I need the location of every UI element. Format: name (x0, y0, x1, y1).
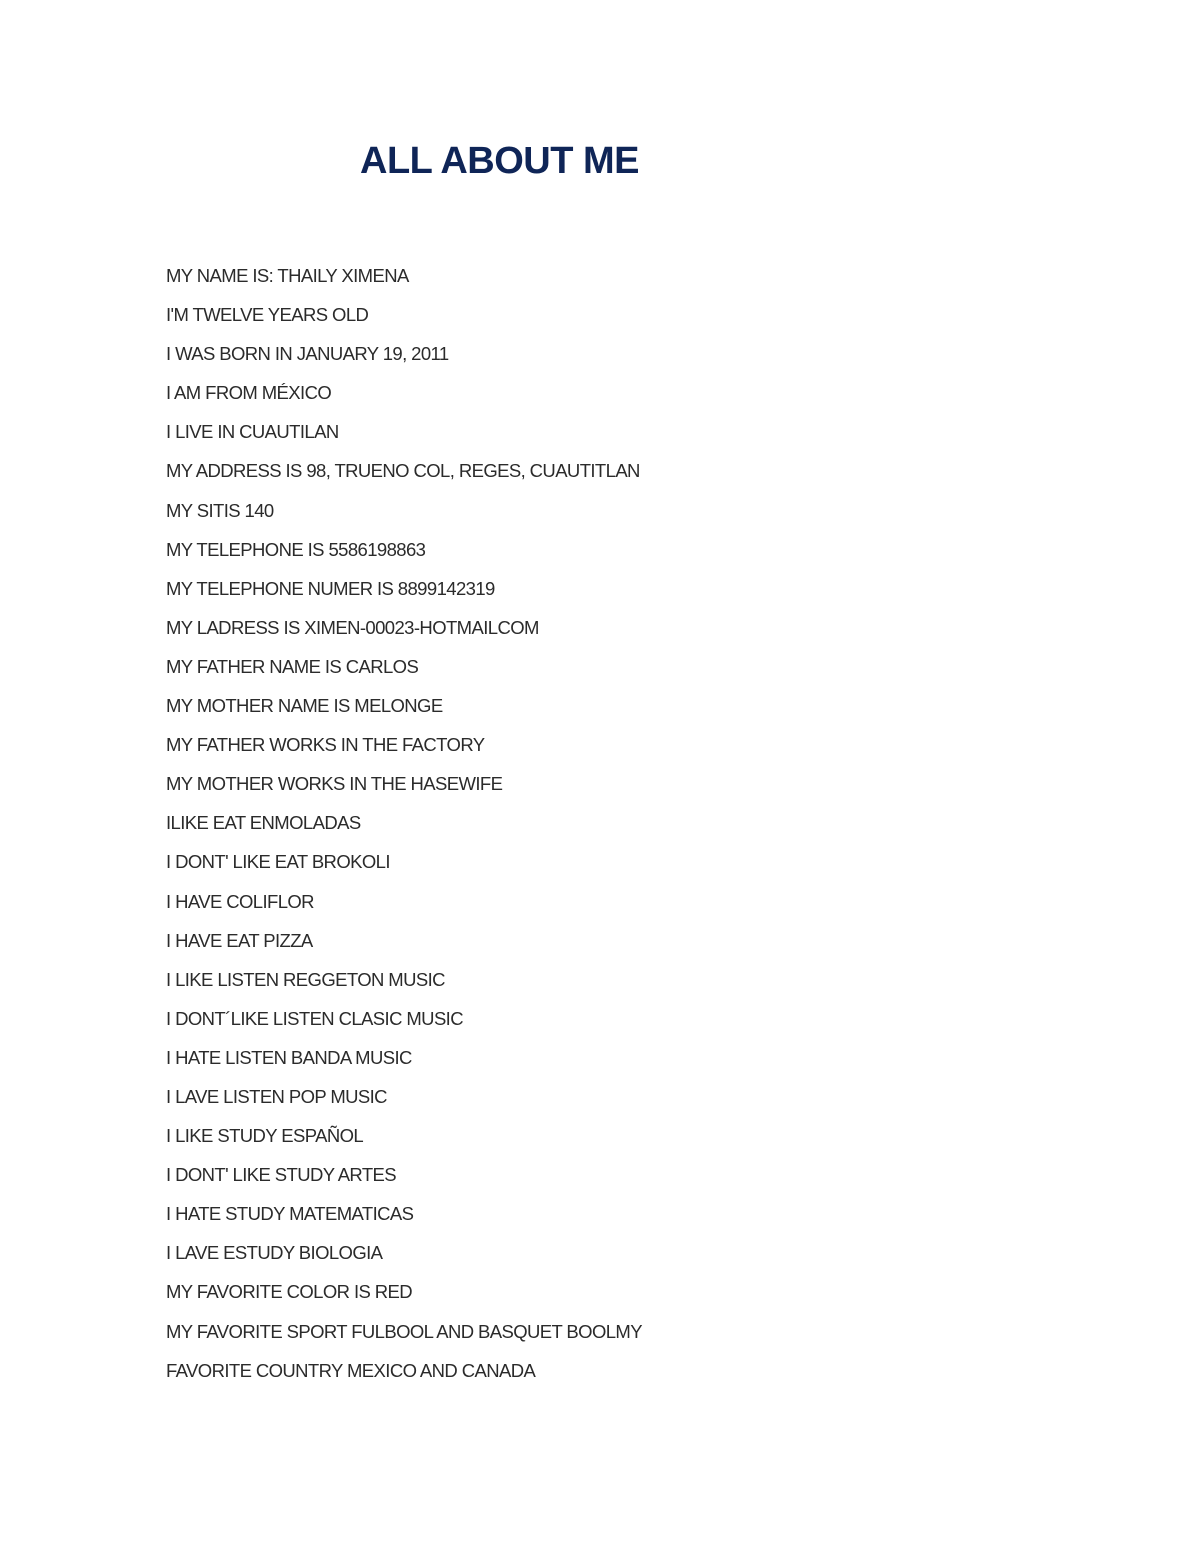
text-lines (166, 262, 642, 1396)
text-line: I HATE STUDY MATEMATICAS (166, 1203, 414, 1225)
text-line: I LIKE LISTEN REGGETON MUSIC (166, 968, 445, 990)
text-line: I LIKE STUDY ESPAÑOL (166, 1125, 364, 1147)
text-line: I DONT' LIKE EAT BROKOLI (166, 851, 390, 873)
text-line: MY ADDRESS IS 98, TRUENO COL, REGES, CUAUTITLAN (166, 460, 640, 482)
text-line: I WAS BORN IN JANUARY 19, 2011 (166, 343, 449, 365)
text-line: MY TELEPHONE NUMER IS 8899142319 (166, 577, 495, 599)
text-line: MY FAVORITE SPORT FULBOOL AND BASQUET BOOLMY (166, 1320, 642, 1342)
text-line: I HATE LISTEN BANDA MUSIC (166, 1046, 412, 1068)
text-line: I DONT' LIKE STUDY ARTES (166, 1164, 397, 1186)
text-line: MY FAVORITE COLOR IS RED (166, 1281, 413, 1303)
page-title: ALL ABOUT ME (360, 140, 639, 182)
text-line: ILIKE EAT ENMOLADAS (166, 812, 361, 834)
text-line: MY FATHER WORKS IN THE FACTORY (166, 734, 485, 756)
text-line: MY MOTHER WORKS IN THE HASEWIFE (166, 773, 503, 795)
text-line: I HAVE COLIFLOR (166, 890, 314, 912)
text-line: I LAVE ESTUDY BIOLOGIA (166, 1242, 383, 1264)
text-line: I LAVE LISTEN POP MUSIC (166, 1085, 387, 1107)
text-line: MY MOTHER NAME IS MELONGE (166, 695, 443, 717)
text-line: I HAVE EAT PIZZA (166, 929, 313, 951)
text-line: MY FATHER NAME IS CARLOS (166, 655, 419, 677)
text-line: I AM FROM MÉXICO (166, 382, 332, 404)
text-line: I LIVE IN CUAUTILAN (166, 421, 339, 443)
text-line: FAVORITE COUNTRY MEXICO AND CANADA (166, 1359, 536, 1381)
text-line: MY SITIS 140 (166, 499, 274, 521)
text-line: I DONT´LIKE LISTEN CLASIC MUSIC (166, 1007, 463, 1029)
text-line: I'M TWELVE YEARS OLD (166, 304, 369, 326)
text-line: MY TELEPHONE IS 5586198863 (166, 538, 426, 560)
text-line: MY LADRESS IS XIMEN-00023-HOTMAILCOM (166, 616, 539, 638)
text-line: MY NAME IS: THAILY XIMENA (166, 265, 409, 286)
